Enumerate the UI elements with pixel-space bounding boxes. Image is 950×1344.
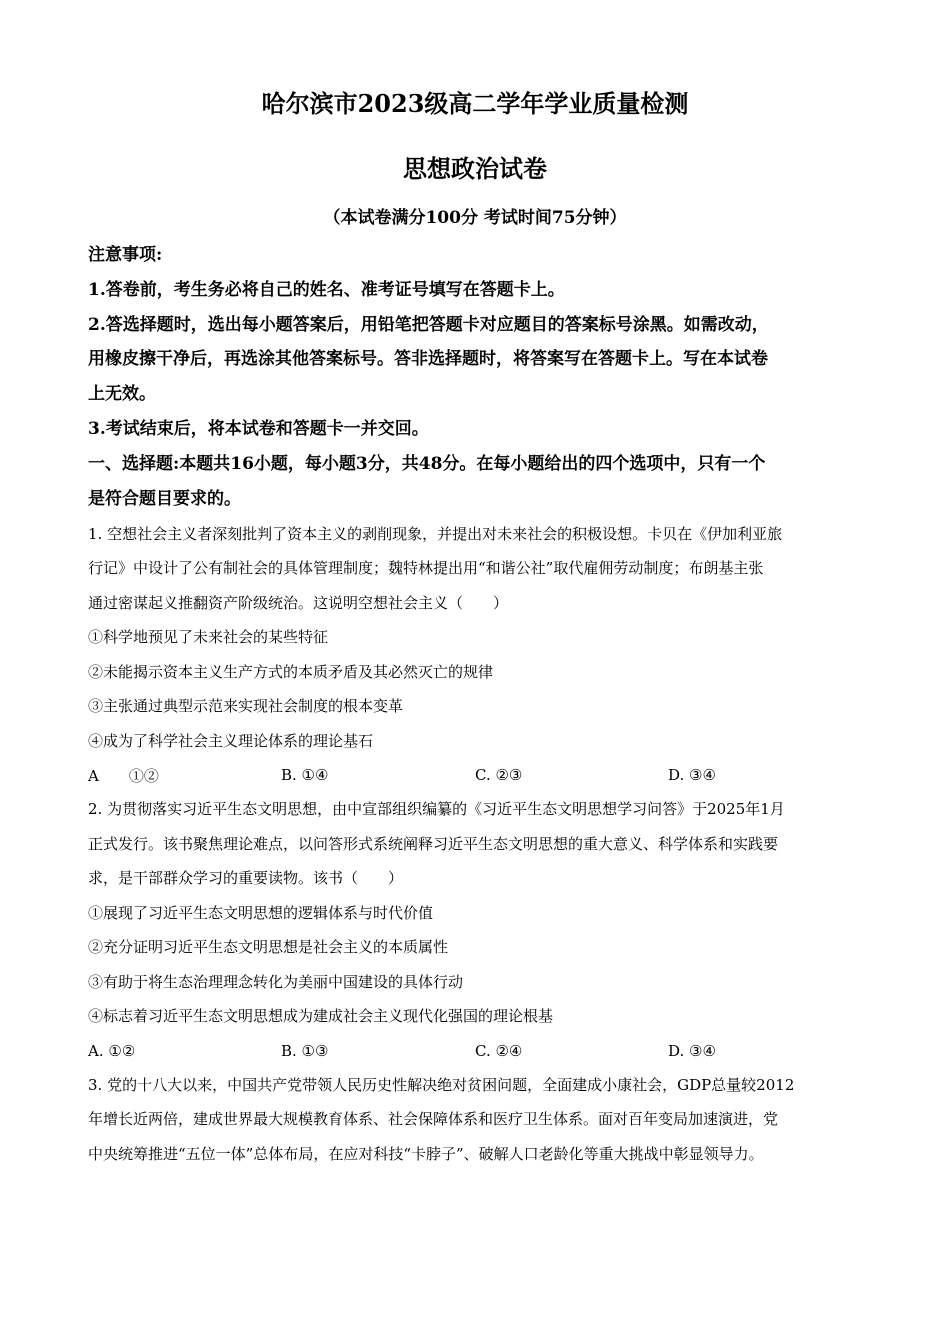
exam-subject: 思想政治试卷 (403, 154, 547, 183)
section-heading (88, 447, 878, 517)
notes-block (88, 238, 878, 447)
statement: ④标志着习近平生态文明思想成为建成社会主义现代化强国的理论根基 (88, 1007, 554, 1026)
statement: ①展现了习近平生态文明思想的逻辑体系与时代价值 (88, 903, 434, 922)
question-3 (88, 1068, 878, 1172)
statement: ②充分证明习近平生态文明思想是社会主义的本质属性 (88, 938, 449, 957)
question-2 (88, 792, 878, 1068)
question-stem-line: 行记》中设计了公有制社会的具体管理制度；魏特林提出用“和谐公社”取代雇佣劳动制度；布朗基主张 (88, 559, 764, 578)
option-c: C. ②③ (475, 766, 523, 785)
note-line: 3.考试结束后，将本试卷和答题卡一并交回。 (88, 418, 429, 439)
note-line: 2.答选择题时，选出每小题答案后，用铅笔把答题卡对应题目的答案标号涂黑。如需改动， (88, 314, 769, 335)
statement: ②未能揭示资本主义生产方式的本质矛盾及其必然灭亡的规律 (88, 662, 494, 681)
question-stem-line: 年增长近两倍，建成世界最大规模教育体系、社会保障体系和医疗卫生体系。面对百年变局加速演进，党 (88, 1110, 779, 1129)
notes-heading: 注意事项: (88, 245, 163, 265)
question-stem-line: 正式发行。该书聚焦理论难点，以问答形式系统阐释习近平生态文明思想的重大意义、科学体系和实践要 (88, 834, 779, 853)
option-a: A. ①② (88, 1041, 136, 1060)
question-stem-line: 3. 党的十八大以来，中国共产党带领人民历史性解决绝对贫困问题，全面建成小康社会，GDP总量较2012 (88, 1075, 795, 1094)
statement: ④成为了科学社会主义理论体系的理论基石 (88, 731, 374, 750)
statement: ③有助于将生态治理理念转化为美丽中国建设的具体行动 (88, 972, 464, 991)
question-stem-line: 中央统筹推进“五位一体”总体布局，在应对科技“卡脖子”、破解人口老龄化等重大挑战中彰显领导力。 (88, 1144, 764, 1163)
question-1 (88, 517, 878, 793)
note-line: 用橡皮擦干净后，再选涂其他答案标号。答非选择题时，将答案写在答题卡上。写在本试卷 (88, 349, 768, 370)
note-line: 1.答卷前，考生务必将自己的姓名、准考证号填写在答题卡上。 (88, 279, 565, 300)
exam-title: 哈尔滨市2023级高二学年学业质量检测 (261, 89, 689, 118)
section-line: 是符合题目要求的。 (88, 488, 241, 509)
question-stem-line: 1. 空想社会主义者深刻批判了资本主义的剥削现象，并提出对未来社会的积极设想。卡贝在《伊加利亚旅 (88, 524, 783, 543)
question-stem-line: 2. 为贯彻落实习近平生态文明思想，由中宣部组织编纂的《习近平生态文明思想学习问答》于2025年1月 (88, 800, 785, 819)
option-d: D. ③④ (668, 766, 716, 785)
option-b: B. ①④ (281, 766, 329, 785)
section-line: 一、选择题:本题共16小题，每小题3分，共48分。在每小题给出的四个选项中，只有一个 (88, 453, 766, 474)
statement: ①科学地预见了未来社会的某些特征 (88, 628, 329, 647)
option-a: A ①② (88, 766, 159, 785)
option-c: C. ②④ (475, 1041, 523, 1060)
exam-info: （本试卷满分100分 考试时间75分钟） (323, 208, 627, 228)
note-line: 上无效。 (88, 384, 156, 405)
exam-body (88, 238, 878, 1171)
options-row (88, 758, 878, 792)
option-b: B. ①③ (281, 1041, 329, 1060)
options-row (88, 1034, 878, 1068)
question-stem-line: 求，是干部群众学习的重要读物。该书（ ） (88, 869, 404, 888)
statement: ③主张通过典型示范来实现社会制度的根本变革 (88, 697, 404, 716)
option-d: D. ③④ (668, 1041, 716, 1060)
question-stem-line: 通过密谋起义推翻资产阶级统治。这说明空想社会主义（ ） (88, 593, 509, 612)
